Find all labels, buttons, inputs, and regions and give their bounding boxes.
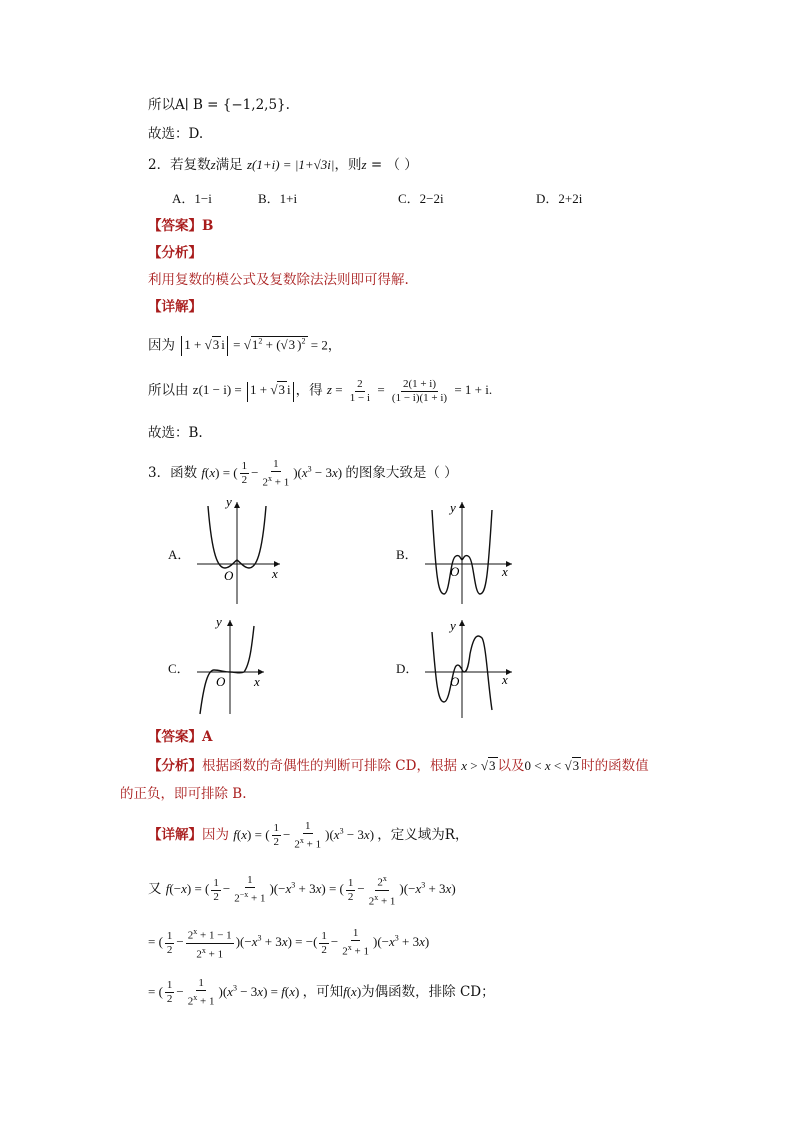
question-2: 2．若复数z满足 z(1+i) = |1+√3i|，则z = （ ） [148, 157, 418, 173]
axis-label-y: y [450, 618, 456, 633]
origin-label: O [450, 564, 460, 579]
question-3: 3．函数 f(x) = ( $\frac{1}{2}$ − $\frac{1}{2^x + 1}$ )$(x^3 - 3x)$ 的图象大致是（ ） [148, 458, 458, 489]
analysis-3-line2: 的正负，即可排除 B. [120, 786, 247, 802]
graph-label-c: C． [168, 661, 190, 676]
det3-function: f(x) = ( $\frac{1}{2}$ − $\frac{1}{2^x + 1}$ )$(x^3 - 3x)$ [233, 820, 378, 851]
ana3-condition-2: 0 < x < √3 [524, 758, 580, 773]
graph-c [192, 614, 292, 724]
graph-label-a: A． [168, 547, 191, 562]
choose-b: 故选：B. [148, 425, 203, 441]
axis-label-y: y [216, 614, 222, 629]
axis-label-x: x [254, 674, 260, 689]
graph-label-d: D． [396, 661, 419, 676]
det3-step3: = ( $\frac{1}{2}$ − $\frac{1}{2^x + 1}$ )$(x^3 - 3x) = f(x)$ [148, 977, 303, 1008]
detail-heading-2: 【详解】 [148, 299, 202, 315]
graph-d [420, 614, 520, 724]
text-line-set-result: 所以A∣ B = {−1,2,5}. [148, 97, 290, 113]
ana3-condition-1: x > √3 [461, 758, 496, 773]
det3-step2: = ( $\frac{1}{2}$ − $\frac{2^x + 1 - 1}{2^x + 1}$ )$(-x^3 + 3x)$ = −( $\frac{1}{2}$ − $\frac{1}{2^x + 1}$ )$(-x^3 + 3x)$ [148, 927, 430, 961]
axis-label-x: x [502, 672, 508, 687]
q2-option-a: A．1−i [172, 191, 212, 206]
detail-3-line1: 【详解】因为 f(x) = ( $\frac{1}{2}$ − $\frac{1}{2^x + 1}$ )$(x^3 - 3x)$ ，定义域为R， [148, 820, 469, 851]
text-line-choose-d: 故选：D. [148, 126, 204, 142]
q2-option-b: B．1+i [258, 191, 298, 206]
origin-label: O [224, 568, 234, 583]
analysis-3-line1: 【分析】根据函数的奇偶性的判断可排除 CD，根据 x > √3 以及0 < x < √3 时的函数值 [148, 758, 649, 774]
q2-equation: z(1+i) = |1+√3i| [246, 157, 335, 172]
q2-option-d: D．2+2i [536, 191, 583, 206]
equation-z: z(1 − i) = 1 + √3 i [193, 382, 296, 397]
detail-3-line2: 又 f(−x) = ( $\frac{1}{2}$ − $\frac{1}{2^{-x} + 1}$ )$(-x^3 + 3x)$ = ( $\frac{1}{2}$ − $\frac{2^x}{2^x + 1}$ )$(-x^3 + 3x)$ [148, 874, 456, 908]
detail-3-line3 [148, 925, 429, 961]
axis-label-x: x [502, 564, 508, 579]
analysis-heading-2: 【分析】 [148, 245, 202, 261]
axis-label-x: x [272, 566, 278, 581]
division-result: z = $\frac{2}{1 - i}$ = $\frac{2(1 + i)}{(1 - i)(1 + i)}$ = 1 + i. [326, 378, 493, 404]
modulus-expression: 1 + √3 $i = √1^2 + (√3$ )$^2$ [179, 337, 310, 352]
division-line: 所以由 z(1 − i) = 1 + √3 i ，得 z = $\frac{2}{1 - i}$ = $\frac{2(1 + i)}{(1 - i)(1 + i)}$ = 1 + i. [148, 378, 493, 404]
q2-option-c: C．2−2i [398, 191, 444, 206]
analysis-2-text: 利用复数的模公式及复数除法法则即可得解. [148, 272, 409, 288]
graph-label-b: B． [396, 547, 418, 562]
answer-2: 【答案】B [148, 218, 214, 234]
det3-f-negx: f(−x) = ( $\frac{1}{2}$ − $\frac{1}{2^{-x} + 1}$ )$(-x^3 + 3x)$ = ( $\frac{1}{2}$ − $\frac{2^x}{2^x + 1}$ )$(-x^3 + 3x)$ [165, 874, 456, 908]
det3-fx: f(x) [343, 983, 362, 999]
graph-a [192, 496, 292, 606]
q3-function: f(x) = ( $\frac{1}{2}$ − $\frac{1}{2^x + 1}$ )$(x^3 - 3x)$ [201, 458, 346, 489]
modulus-line: 因为 1 + √3 $i = √1^2 + (√3$ )$^2$ = 2， [148, 333, 341, 356]
origin-label: O [216, 674, 226, 689]
origin-label: O [450, 674, 460, 689]
axis-label-y: y [450, 500, 456, 515]
answer-3: 【答案】A [148, 729, 213, 745]
detail-3-line4: = ( $\frac{1}{2}$ − $\frac{1}{2^x + 1}$ )$(x^3 - 3x) = f(x)$ ，可知f(x)为偶函数，排除 CD； [148, 977, 495, 1008]
axis-label-y: y [226, 496, 232, 509]
graph-b [420, 496, 520, 606]
